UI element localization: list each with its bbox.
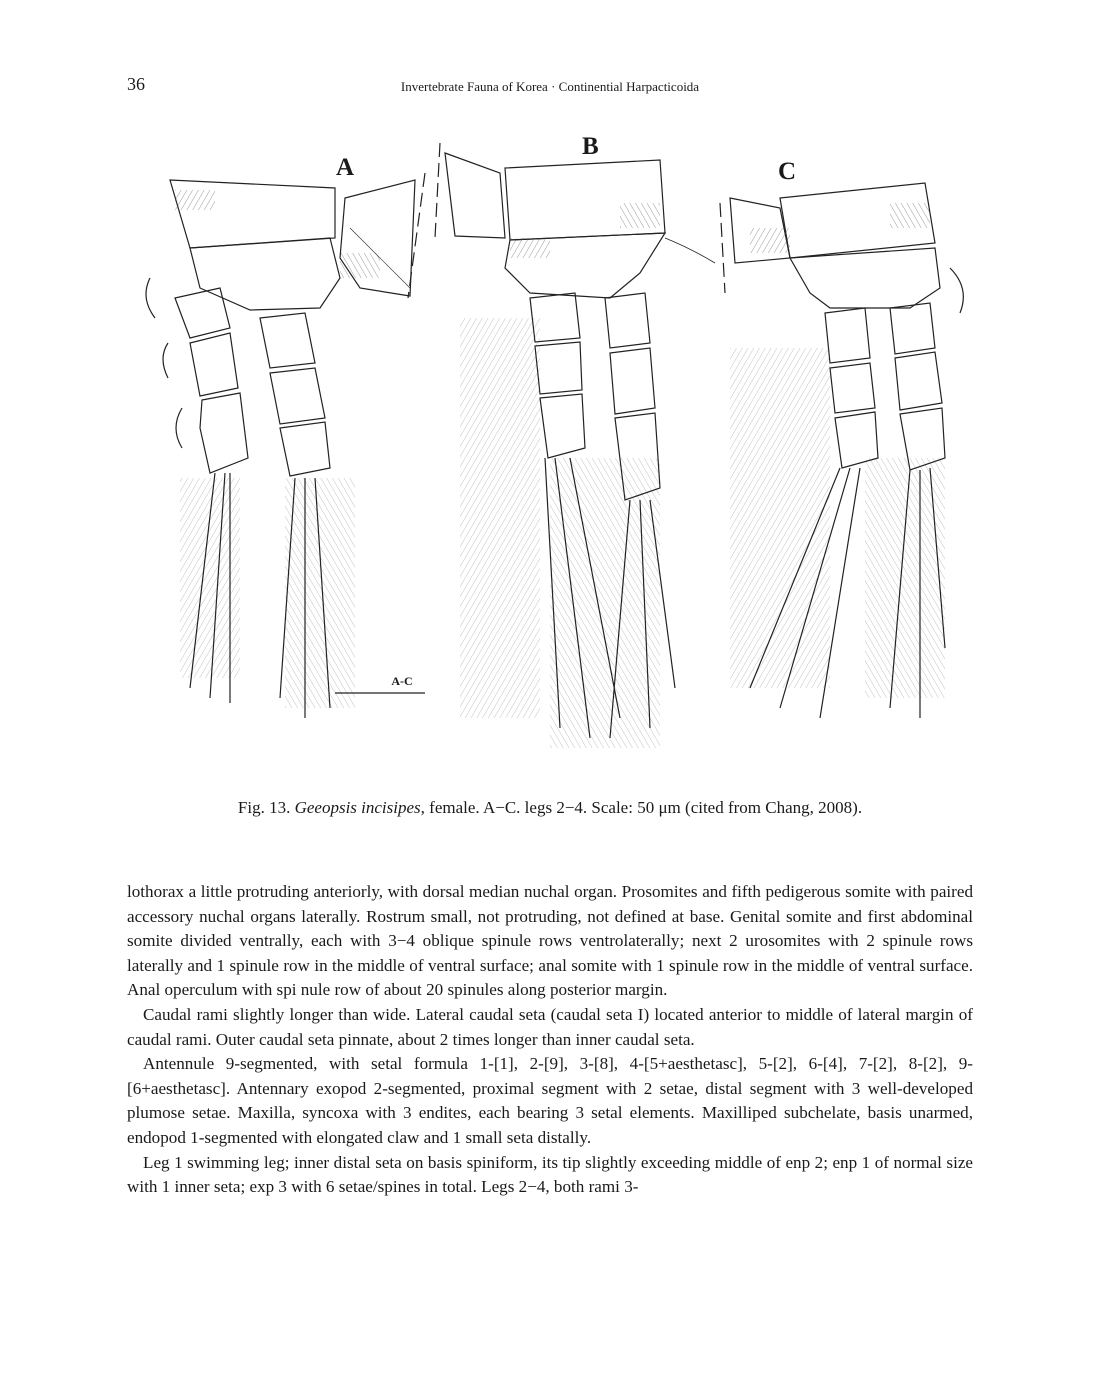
body-paragraph: lothorax a little protruding anteriorly, with dorsal median nuchal organ. Prosomites and fifth pedigerous somite with paired accessory nuchal organs laterally. Rostrum small, not protruding, not defined at base. Genital somite and first abdominal somite divided ventrally, each with 3−4 oblique spinule rows ventrolaterally; next 2 urosomites with 2 spinule rows laterally and 1 spinule row in the middle of ventral surface; anal somite with 1 spinule row in the middle of ventral surface. Anal operculum with spi nule row of about 20 spinules along posterior margin. xyxy=(127,882,973,1000)
body-text xyxy=(127,880,973,1200)
panel-label-a: A xyxy=(336,154,355,181)
panel-label-c: C xyxy=(778,158,797,185)
body-paragraph: Leg 1 swimming leg; inner distal seta on basis spiniform, its tip slightly exceeding middle of enp 2; enp 1 of normal size with 1 inner seta; exp 3 with 6 setae/spines in total. Legs 2−4, both rami 3- xyxy=(127,1152,973,1197)
leg-drawing-b xyxy=(435,143,715,748)
figure-13 xyxy=(130,128,970,768)
caption-rest: , female. A−C. legs 2−4. Scale: 50 μm (cited from Chang, 2008). xyxy=(420,798,863,817)
body-paragraph: Antennule 9-segmented, with setal formula 1-[1], 2-[9], 3-[8], 4-[5+aesthetasc], 5-[2], 6-[4], 7-[2], 8-[2], 9-[6+aesthetasc]. Antennary exopod 2-segmented, proximal segment with 2 setae, distal segment with 3 well-developed plumose setae. Maxilla, syncoxa with 3 endites, each bearing 3 setal elements. Maxilliped subchelate, basis unarmed, endopod 1-segmented with elongated claw and 1 small seta distally. xyxy=(127,1054,973,1147)
figure-caption xyxy=(0,798,1100,818)
leg-drawing-c xyxy=(720,183,963,718)
caption-prefix: Fig. 13. xyxy=(237,798,291,817)
page-number: 36 xyxy=(127,74,145,94)
running-title: Invertebrate Fauna of Korea · Continential Harpacticoida xyxy=(400,79,700,94)
leg-illustrations xyxy=(130,128,970,768)
panel-label-b: B xyxy=(582,133,599,160)
body-paragraph: Caudal rami slightly longer than wide. Lateral caudal seta (caudal seta I) located anterior to middle of lateral margin of caudal rami. Outer caudal seta pinnate, about 2 times longer than inner caudal seta. xyxy=(127,1004,973,1049)
leg-drawing-a xyxy=(146,173,425,718)
scale-bar-label: A-C xyxy=(391,674,413,688)
caption-species: Geeopsis incisipes xyxy=(294,798,421,817)
